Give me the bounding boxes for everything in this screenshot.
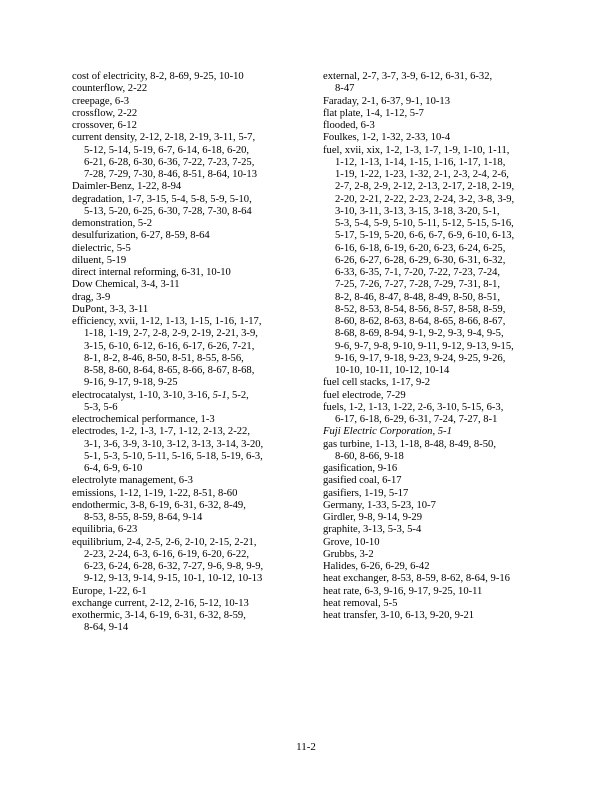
index-entry <box>323 96 565 108</box>
index-entry <box>72 194 314 219</box>
index-entry-term: fuel electrode, 7-29 <box>323 389 406 401</box>
index-entry <box>72 426 314 475</box>
index-entry-term: exchange current, 2-12, 2-16, 5-12, 10-13 <box>72 597 249 609</box>
index-entry-term: endothermic, 3-8, 6-19, 6-31, 6-32, 8-49, <box>72 499 246 511</box>
index-entry-continuation: 2-20, 2-21, 2-22, 2-23, 2-24, 3-2, 3-8, 3-9, <box>335 193 515 205</box>
index-entry-term: external, 2-7, 3-7, 3-9, 6-12, 6-31, 6-32, <box>323 71 493 82</box>
index-entry-term: diluent, 5-19 <box>72 254 127 266</box>
index-entry <box>323 71 565 96</box>
index-entry <box>323 426 565 438</box>
index-entry-continuation: 8-68, 8-69, 8-94, 9-1, 9-2, 9-3, 9-4, 9-5, <box>335 328 504 340</box>
index-entry-continuation: 2-7, 2-8, 2-9, 2-12, 2-13, 2-17, 2-18, 2-19, <box>335 181 515 193</box>
index-entry-term: Fuji Electric Corporation, 5-1 <box>323 426 452 438</box>
index-entry-term: Foulkes, 1-2, 1-32, 2-33, 10-4 <box>323 132 451 144</box>
index-entry-continuation: 5-12, 5-14, 5-19, 6-7, 6-14, 6-18, 6-20, <box>84 144 250 156</box>
index-column-left <box>72 71 314 635</box>
index-entry-term: Halides, 6-26, 6-29, 6-42 <box>323 561 430 572</box>
index-entry-continuation: 1-19, 1-22, 1-23, 1-32, 2-1, 2-3, 2-4, 2-6, <box>335 169 509 180</box>
index-entry <box>323 475 565 487</box>
index-entry <box>323 573 565 585</box>
index-entry <box>323 377 565 389</box>
index-entry-term: heat exchanger, 8-53, 8-59, 8-62, 8-64, 9-16 <box>323 573 510 585</box>
index-entry-term: fuel, xvii, xix, 1-2, 1-3, 1-7, 1-9, 1-10, 1-11, <box>323 144 510 156</box>
index-entry <box>72 267 314 279</box>
index-entry-continuation: 6-16, 6-18, 6-19, 6-20, 6-23, 6-24, 6-25, <box>335 242 506 254</box>
index-entry-continuation: 7-28, 7-29, 7-30, 8-46, 8-51, 8-64, 10-13 <box>84 169 258 180</box>
index-entry-term: equilibria, 6-23 <box>72 524 138 536</box>
index-entry-term: electrochemical performance, 1-3 <box>72 414 215 425</box>
index-entry <box>323 586 565 598</box>
index-entry-term: Germany, 1-33, 5-23, 10-7 <box>323 499 436 511</box>
index-entry <box>323 132 565 144</box>
index-entry <box>72 316 314 390</box>
index-entry <box>323 537 565 549</box>
index-entry <box>72 120 314 132</box>
index-entry-continuation: 5-3, 5-4, 5-9, 5-10, 5-11, 5-12, 5-15, 5-16, <box>335 218 514 229</box>
index-entry-term: crossflow, 2-22 <box>72 107 138 119</box>
index-entry-continuation: 6-23, 6-24, 6-28, 6-32, 7-27, 9-6, 9-8, 9-9, <box>84 561 264 572</box>
page-number: 11-2 <box>296 741 316 753</box>
index-entry-term: electrocatalyst, 1-10, 3-10, 3-16, 5-1, 5-2, <box>72 389 249 401</box>
index-entry-term: Grove, 10-10 <box>323 536 380 548</box>
index-entry-term: direct internal reforming, 6-31, 10-10 <box>72 267 231 278</box>
index-entry-continuation: 7-25, 7-26, 7-27, 7-28, 7-29, 7-31, 8-1, <box>335 279 501 291</box>
index-entry-term: Dow Chemical, 3-4, 3-11 <box>72 279 180 291</box>
index-entry-term: emissions, 1-12, 1-19, 1-22, 8-51, 8-60 <box>72 487 238 499</box>
index-entry <box>72 586 314 598</box>
index-entry-term: demonstration, 5-2 <box>72 218 153 229</box>
index-entry-term: electrodes, 1-2, 1-3, 1-7, 1-12, 2-13, 2-22, <box>72 426 250 438</box>
index-entry-term: equilibrium, 2-4, 2-5, 2-6, 2-10, 2-15, 2-21, <box>72 536 257 548</box>
index-entry <box>72 610 314 635</box>
index-entry-continuation: 8-64, 9-14 <box>84 622 129 634</box>
index-entry-term: gasification, 9-16 <box>323 463 398 474</box>
index-entry <box>72 500 314 525</box>
index-entry-term: Faraday, 2-1, 6-37, 9-1, 10-13 <box>323 95 450 107</box>
index-entry <box>72 71 314 83</box>
index-entry <box>72 524 314 536</box>
index-entry-continuation: 6-4, 6-9, 6-10 <box>84 463 143 474</box>
index-entry-continuation: 8-53, 8-55, 8-59, 8-64, 9-14 <box>84 512 203 523</box>
index-entry <box>323 390 565 402</box>
index-entry <box>72 230 314 242</box>
index-entry-continuation: 8-60, 8-62, 8-63, 8-64, 8-65, 8-66, 8-67, <box>335 316 506 327</box>
index-entry <box>323 120 565 132</box>
index-entry <box>72 598 314 610</box>
index-entry-continuation: 8-2, 8-46, 8-47, 8-48, 8-49, 8-50, 8-51, <box>335 291 501 303</box>
index-entry-term: flooded, 6-3 <box>323 120 375 131</box>
index-entry-term: flat plate, 1-4, 1-12, 5-7 <box>323 107 424 119</box>
index-entry-term: heat removal, 5-5 <box>323 597 398 609</box>
index-entry <box>323 145 565 378</box>
index-entry <box>72 108 314 120</box>
index-entry-term: exothermic, 3-14, 6-19, 6-31, 6-32, 8-59, <box>72 610 246 621</box>
index-entry-term: DuPont, 3-3, 3-11 <box>72 303 149 315</box>
index-entry-term: Grubbs, 3-2 <box>323 548 374 560</box>
index-entry-term: graphite, 3-13, 5-3, 5-4 <box>323 524 422 536</box>
index-entry <box>323 439 565 464</box>
index-entry-term: heat rate, 6-3, 9-16, 9-17, 9-25, 10-11 <box>323 585 483 597</box>
index-entry-continuation: 8-1, 8-2, 8-46, 8-50, 8-51, 8-55, 8-56, <box>84 352 244 364</box>
index-entry-continuation: 3-10, 3-11, 3-13, 3-15, 3-18, 3-20, 5-1, <box>335 205 500 217</box>
index-entry-term: current density, 2-12, 2-18, 2-19, 3-11, 5-7, <box>72 132 256 144</box>
index-entry-continuation: 5-13, 5-20, 6-25, 6-30, 7-28, 7-30, 8-64 <box>84 205 252 217</box>
index-entry-term: Daimler-Benz, 1-22, 8-94 <box>72 181 182 193</box>
index-entry <box>72 475 314 487</box>
index-entry <box>72 414 314 426</box>
index-entry <box>72 304 314 316</box>
index-entry <box>323 402 565 427</box>
index-entry <box>323 561 565 573</box>
italic-page-ref: 5-1 <box>212 389 227 401</box>
index-entry-continuation: 9-12, 9-13, 9-14, 9-15, 10-1, 10-12, 10-13 <box>84 573 263 585</box>
index-entry <box>72 96 314 108</box>
index-entry <box>323 512 565 524</box>
index-entry-continuation: 6-33, 6-35, 7-1, 7-20, 7-22, 7-23, 7-24, <box>335 267 501 278</box>
index-entry <box>72 390 314 415</box>
index-entry-continuation: 3-1, 3-6, 3-9, 3-10, 3-12, 3-13, 3-14, 3-20, <box>84 438 264 450</box>
index-entry <box>72 488 314 500</box>
index-entry <box>72 279 314 291</box>
index-entry <box>323 598 565 610</box>
index-entry <box>72 218 314 230</box>
index-entry-continuation: 9-16, 9-17, 9-18, 9-25 <box>84 377 178 389</box>
index-entry-term: Europe, 1-22, 6-1 <box>72 585 147 597</box>
index-entry <box>323 488 565 500</box>
index-entry-continuation: 8-52, 8-53, 8-54, 8-56, 8-57, 8-58, 8-59, <box>335 303 506 315</box>
index-entry-term: creepage, 6-3 <box>72 95 130 107</box>
index-entry-term: degradation, 1-7, 3-15, 5-4, 5-8, 5-9, 5-10, <box>72 193 252 205</box>
index-entry-term: gas turbine, 1-13, 1-18, 8-48, 8-49, 8-50, <box>323 438 497 450</box>
index-entry-continuation: 10-10, 10-11, 10-12, 10-14 <box>335 365 450 376</box>
index-entry-term: dielectric, 5-5 <box>72 242 131 254</box>
index-entry <box>72 292 314 304</box>
index-entry-continuation: 8-58, 8-60, 8-64, 8-65, 8-66, 8-67, 8-68, <box>84 365 255 376</box>
index-entry-term: efficiency, xvii, 1-12, 1-13, 1-15, 1-16, 1-17, <box>72 316 262 327</box>
index-entry-continuation: 1-12, 1-13, 1-14, 1-15, 1-16, 1-17, 1-18, <box>335 156 506 168</box>
index-entry-term: electrolyte management, 6-3 <box>72 475 193 487</box>
index-entry <box>72 181 314 193</box>
index-entry-term: heat transfer, 3-10, 6-13, 9-20, 9-21 <box>323 610 475 621</box>
index-entry-continuation: 9-6, 9-7, 9-8, 9-10, 9-11, 9-12, 9-13, 9-15, <box>335 340 514 352</box>
index-entry-continuation: 3-15, 6-10, 6-12, 6-16, 6-17, 6-26, 7-21, <box>84 340 255 352</box>
index-entry <box>72 537 314 586</box>
index-entry-term: Girdler, 9-8, 9-14, 9-29 <box>323 512 423 523</box>
index-entry-term: desulfurization, 6-27, 8-59, 8-64 <box>72 230 210 242</box>
index-entry <box>72 132 314 181</box>
index-entry-term: drag, 3-9 <box>72 291 111 303</box>
index-entry <box>323 108 565 120</box>
index-entry <box>323 500 565 512</box>
index-entry-continuation: 5-1, 5-3, 5-10, 5-11, 5-16, 5-18, 5-19, 6-3, <box>84 450 263 462</box>
index-entry-continuation: 2-23, 2-24, 6-3, 6-16, 6-19, 6-20, 6-22, <box>84 548 250 560</box>
index-entry-continuation: 6-21, 6-28, 6-30, 6-36, 7-22, 7-23, 7-25, <box>84 156 255 168</box>
index-entry <box>72 243 314 255</box>
index-entry-term: gasified coal, 6-17 <box>323 475 402 487</box>
index-entry-continuation: 6-26, 6-27, 6-28, 6-29, 6-30, 6-31, 6-32, <box>335 254 506 266</box>
index-entry-continuation: 5-17, 5-19, 5-20, 6-6, 6-7, 6-9, 6-10, 6-13, <box>335 230 515 242</box>
index-entry-term: cost of electricity, 8-2, 8-69, 9-25, 10-10 <box>72 71 244 82</box>
index-entry-continuation: 1-18, 1-19, 2-7, 2-8, 2-9, 2-19, 2-21, 3-9, <box>84 328 258 340</box>
index-entry <box>72 255 314 267</box>
index-column-right <box>323 71 565 622</box>
index-entry-term: counterflow, 2-22 <box>72 83 148 95</box>
index-entry-continuation: 6-17, 6-18, 6-29, 6-31, 7-24, 7-27, 8-1 <box>335 414 498 425</box>
index-entry-continuation: 9-16, 9-17, 9-18, 9-23, 9-24, 9-25, 9-26, <box>335 352 506 364</box>
index-entry <box>323 463 565 475</box>
index-entry <box>323 549 565 561</box>
index-entry-continuation: 5-3, 5-6 <box>84 401 118 413</box>
index-entry-continuation: 8-60, 8-66, 9-18 <box>335 450 404 462</box>
index-entry-term: gasifiers, 1-19, 5-17 <box>323 487 409 499</box>
index-entry <box>323 524 565 536</box>
index-entry-term: fuels, 1-2, 1-13, 1-22, 2-6, 3-10, 5-15, 6-3, <box>323 401 504 413</box>
index-entry-term: crossover, 6-12 <box>72 120 137 131</box>
index-entry <box>323 610 565 622</box>
index-entry-continuation: 8-47 <box>335 83 355 95</box>
index-entry-term: fuel cell stacks, 1-17, 9-2 <box>323 377 431 389</box>
index-entry <box>72 83 314 95</box>
